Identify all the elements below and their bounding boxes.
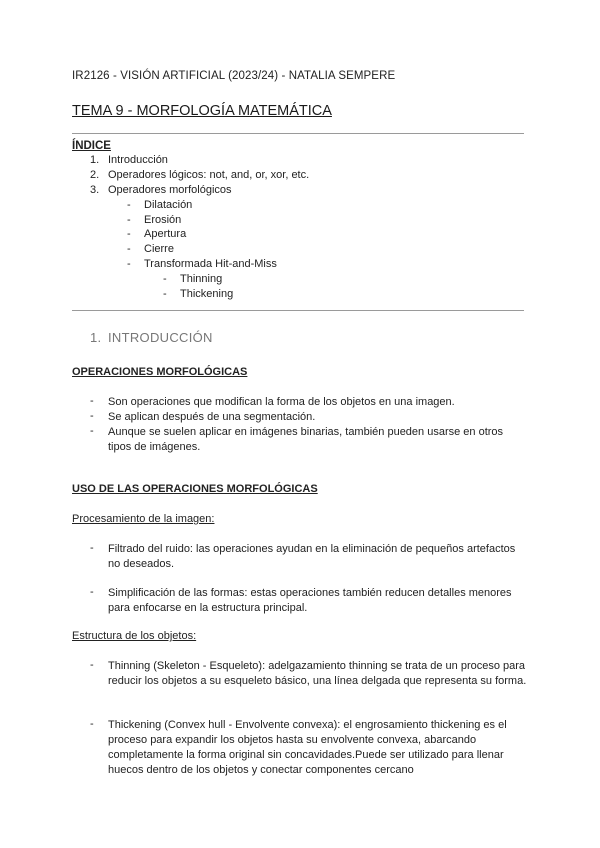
bullet-dash: - [90,542,94,554]
heading-operaciones-morfologicas: OPERACIONES MORFOLÓGICAS [72,366,248,378]
bullet-dash: - [90,586,94,598]
index-subitem-cierre: Cierre [144,243,174,255]
index-number-2: 2. [90,169,100,181]
index-heading: ÍNDICE [72,140,111,152]
index-subitem-apertura: Apertura [144,228,187,240]
index-subitem-dilatacion: Dilatación [144,199,193,211]
bullet-dash: - [90,659,94,671]
section-title-introduccion: INTRODUCCIÓN [108,330,213,345]
document-header: IR2126 - VISIÓN ARTIFICIAL (2023/24) - NATALIA SEMPERE [72,70,396,82]
subheading-estructura: Estructura de los objetos: [72,630,197,642]
bullet-text: Filtrado del ruido: las operaciones ayudan en la eliminación de pequeños artefactos no deseados. [108,543,516,570]
bullet-text: Thinning (Skeleton - Esqueleto): adelgazamiento thinning se trata de un proceso para reducir los objetos a su esqueleto básico, una línea delgada que representa su forma. [108,660,527,687]
sub-item-dash: - [127,214,131,226]
index-subitem-hit-and-miss: Transformada Hit-and-Miss [144,258,277,270]
bullet-dash: - [90,395,94,407]
index-item-introduccion: Introducción [108,154,168,166]
bullet-dash: - [90,718,94,730]
sub-item-dash: - [127,243,131,255]
bullet-text: Thickening (Convex hull - Envolvente convexa): el engrosamiento thickening es el proceso para expandir los objetos hasta su envolvente convexa, abarcando completamente la forma original sin concavidades.Puede ser utilizado para llenar huecos dentro de los objetos y conectar componentes cercano [108,719,507,776]
bullet-text: Son operaciones que modifican la forma de los objetos en una imagen. [108,396,455,408]
index-subsubitem-thickening: Thickening [180,288,234,300]
top-divider [72,133,524,134]
sub-item-dash: - [127,199,131,211]
heading-uso-operaciones: USO DE LAS OPERACIONES MORFOLÓGICAS [72,483,318,495]
index-item-operadores-logicos: Operadores lógicos: not, and, or, xor, etc. [108,169,310,181]
index-subsubitem-thinning: Thinning [180,273,223,285]
bullet-text: Se aplican después de una segmentación. [108,411,316,423]
bullet-dash: - [90,425,94,437]
subheading-procesamiento: Procesamiento de la imagen: [72,513,215,525]
sub-item-dash: - [127,258,131,270]
sub-sub-item-dash: - [163,288,167,300]
index-number-3: 3. [90,184,100,196]
index-divider [72,310,524,311]
index-number-1: 1. [90,154,100,166]
sub-item-dash: - [127,228,131,240]
index-subitem-erosion: Erosión [144,214,182,226]
section-number: 1. [90,330,102,345]
sub-sub-item-dash: - [163,273,167,285]
index-item-operadores-morfologicos: Operadores morfológicos [108,184,232,196]
page-title: TEMA 9 - MORFOLOGÍA MATEMÁTICA [72,103,332,119]
bullet-text: Aunque se suelen aplicar en imágenes binarias, también pueden usarse en otros tipos de imágenes. [108,426,504,453]
bullet-text: Simplificación de las formas: estas operaciones también reducen detalles menores para enfocarse en la estructura principal. [108,587,512,614]
bullet-dash: - [90,410,94,422]
